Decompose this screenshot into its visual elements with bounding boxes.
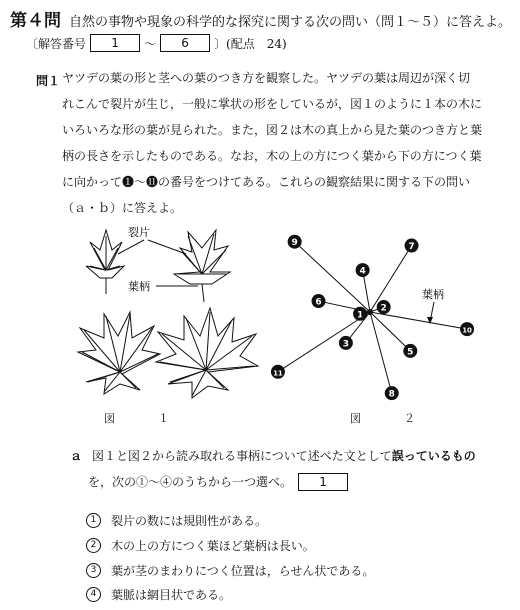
figure2-leaf-number-6: 6 <box>315 297 322 308</box>
figure2-leaf-number-9: 9 <box>291 238 298 249</box>
figure2-leaf-number-10: 10 <box>462 326 472 335</box>
figure2-leaf-number-11: 11 <box>273 369 283 378</box>
question1-line-2: れこんで裂片が生じ，一般に掌状の形をしているが，図１のように１本の木に <box>62 97 483 111</box>
question-header <box>10 6 511 31</box>
figure2-leaf-number-4: 4 <box>359 266 366 277</box>
subquestion-a-answer-box: 1 <box>298 473 348 491</box>
question1-label: 問１ <box>36 74 61 88</box>
figure2-petiole-6 <box>319 301 370 312</box>
option-2-number: 2 <box>86 538 101 553</box>
question1-line-1: ヤツデの葉の形と茎への葉のつき方を観察した。ヤツデの葉は周辺が深く切 <box>62 71 471 85</box>
figure2-leaf-number-1: 1 <box>356 310 364 321</box>
figure2-petiole-label: 葉柄 <box>422 288 444 301</box>
leaf-small-2 <box>174 230 230 302</box>
option-4[interactable] <box>86 586 231 603</box>
answer-range-to: 6 <box>160 34 210 52</box>
subquestion-a-line2: を，次の①～④のうちから一つ選べ。 <box>88 475 293 489</box>
figure2-petiole-7 <box>370 246 412 312</box>
figure1-label-petiole: 葉柄 <box>128 280 150 293</box>
figure2-leaf-number-8: 8 <box>388 389 395 400</box>
option-3[interactable] <box>86 562 374 579</box>
question1-line-3: いろいろな形の葉が見られた。また，図２は木の真上から見た葉のつき方と葉 <box>62 123 483 137</box>
figure2-caption: 図 ２ <box>350 412 431 425</box>
question1-line-5: に向かって❶～⓫の番号をつけてある。これらの観察結果に関する下の問い <box>62 175 471 189</box>
subquestion-a-mark: ａ <box>70 449 83 463</box>
option-3-text: 葉が茎のまわりにつく位置は，らせん状である。 <box>111 564 375 578</box>
figure1-leaves <box>60 222 260 422</box>
figure2-leaf-number-2: 2 <box>380 303 387 314</box>
figure1-label-lobe: 裂片 <box>128 226 150 239</box>
option-4-text: 葉脈は網目状である。 <box>111 588 232 602</box>
answer-range-open: 〔解答番号 <box>26 36 87 51</box>
question-number: 第４問 <box>10 11 61 31</box>
figure2-petiole-9 <box>295 242 370 312</box>
answer-range-line <box>26 34 287 52</box>
option-1-text: 裂片の数には規則性がある。 <box>111 514 268 528</box>
question1-line-4: 柄の長さを示したものである。なお，木の上の方につく葉から下の方につく葉 <box>62 149 482 163</box>
subquestion-a <box>70 446 476 492</box>
figure2-leaf-number-7: 7 <box>408 242 415 253</box>
figure2-leaf-number-3: 3 <box>342 339 349 350</box>
leaf-large-1 <box>78 312 160 394</box>
question-instruction: 自然の事物や現象の科学的な探究に関する次の問い（問１～５）に答えよ。 <box>69 15 512 30</box>
option-1-number: 1 <box>86 513 101 528</box>
leaf-small-1 <box>86 230 124 294</box>
figure1-caption: 図 １ <box>104 412 185 425</box>
figure2-leaf-number-5: 5 <box>407 347 414 358</box>
answer-range-tilde: ～ <box>144 36 157 51</box>
option-3-number: 3 <box>86 563 101 578</box>
subquestion-a-text: 図１と図２から読み取れる事柄について述べた文として <box>92 449 392 463</box>
option-1[interactable] <box>86 512 267 529</box>
answer-range-close: 〕(配点 24) <box>214 36 287 51</box>
question1-line-6: （ａ・ｂ）に答えよ。 <box>62 201 183 215</box>
figure2-petiole-11 <box>278 312 370 372</box>
option-4-number: 4 <box>86 587 101 602</box>
figure2-petiole-8 <box>370 312 392 393</box>
subquestion-a-emphasis: 誤っているもの <box>391 449 476 463</box>
leaf-large-2 <box>156 308 258 398</box>
figure2-leaf-arrangement <box>262 226 502 406</box>
answer-range-from: 1 <box>90 34 140 52</box>
option-2[interactable] <box>86 537 315 554</box>
option-2-text: 木の上の方につく葉ほど葉柄は長い。 <box>111 539 315 553</box>
